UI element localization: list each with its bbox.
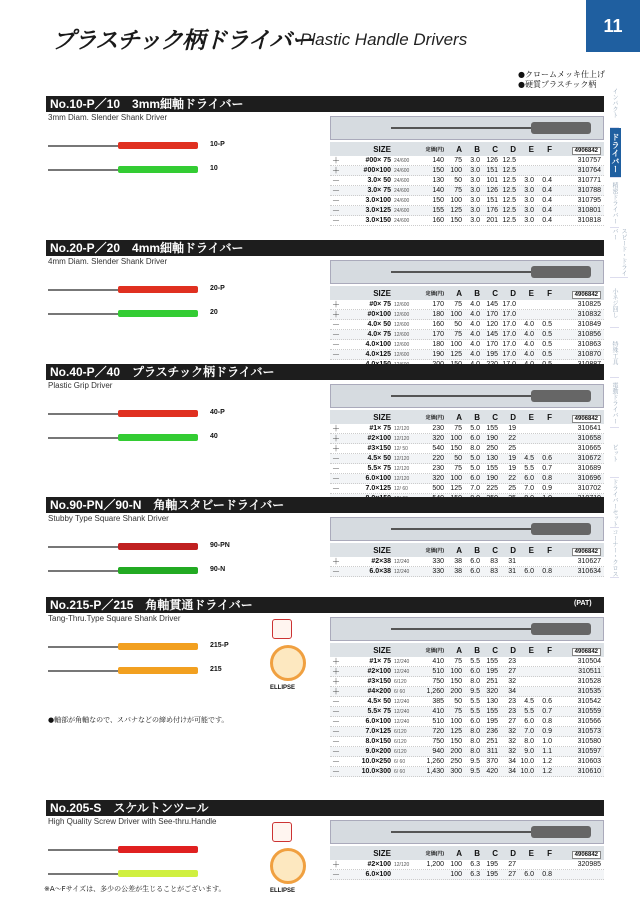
section-header: No.90-PN／90-N 角軸スタビードライバー <box>46 497 604 513</box>
driver-shaft <box>48 289 118 291</box>
footer-note: ※A～Fサイズは、多少の公差が生じることがございます。 <box>44 885 226 893</box>
table-row: － 3.0× 75 24/600 140 75 3.0 126 12.5 3.0 0.4 310788 <box>330 186 604 196</box>
table-row: ＋ #2×100 12/120 1,200 100 6.3 195 27 320985 <box>330 860 604 870</box>
side-tab-bit[interactable]: ビット <box>610 428 619 478</box>
table-row: － 7.0×125 6/120 720 125 8.0 236 32 7.0 0.9 310573 <box>330 727 604 737</box>
table-row: － 6.0×38 12/240 330 38 6.0 83 31 6.0 0.8 310634 <box>330 567 604 577</box>
table-row: ＋ #2×100 12/120 320 100 6.0 190 22 310658 <box>330 434 604 444</box>
driver-shaft <box>48 145 118 147</box>
model-label: 40-P <box>210 409 225 416</box>
table-row: ＋ #00× 75 24/600 140 75 3.0 126 12.5 310757 <box>330 156 604 166</box>
spec-table <box>330 643 604 777</box>
table-row: － 6.0×100 12/120 320 100 6.0 190 22 6.0 0.8 310696 <box>330 474 604 484</box>
driver-handle <box>118 667 198 674</box>
driver-handle <box>118 870 198 877</box>
side-tab-driver[interactable]: ドライバー <box>610 128 621 178</box>
dimension-diagram <box>330 116 604 140</box>
driver-handle <box>118 567 198 574</box>
model-label: 10-P <box>210 141 225 148</box>
table-row: － 9.0×200 6/120 940 200 8.0 311 32 9.0 1.1 310597 <box>330 747 604 757</box>
table-row: － 10.0×300 6/ 60 1,430 300 9.5 420 34 10.0 1.2 310610 <box>330 767 604 777</box>
section-subtitle: Stubby Type Square Shank Driver <box>48 514 169 523</box>
side-tab-set[interactable]: ドライバーセット <box>611 478 618 527</box>
spec-table <box>330 286 604 370</box>
driver-handle <box>118 410 198 417</box>
spec-table <box>330 410 604 504</box>
side-tabs <box>610 78 640 578</box>
dimension-diagram <box>330 260 604 284</box>
driver-handle <box>118 142 198 149</box>
dimension-diagram <box>330 820 604 844</box>
table-row: － 5.5× 75 12/240 410 75 5.5 155 23 5.5 0.7 310559 <box>330 707 604 717</box>
model-label: 215-P <box>210 642 229 649</box>
driver-handle <box>118 166 198 173</box>
tang-thru-icon <box>272 822 292 842</box>
notes <box>518 70 605 90</box>
driver-handle <box>118 643 198 650</box>
driver-handle <box>118 846 198 853</box>
page-number: 11 <box>586 0 640 52</box>
table-row: ＋ #00×100 24/600 150 100 3.0 151 12.5 310764 <box>330 166 604 176</box>
driver-shaft <box>48 169 118 171</box>
table-header: SIZE 定価(円) A B C D E F 4906842 <box>330 543 604 557</box>
driver-shaft <box>48 313 118 315</box>
section-subtitle: 3mm Diam. Slender Shank Driver <box>48 113 168 122</box>
tang-thru-icon <box>272 619 292 639</box>
spec-table <box>330 543 604 577</box>
table-header: SIZE 定価(円) A B C D E F 4906842 <box>330 142 604 156</box>
spec-table <box>330 142 604 226</box>
table-row: ＋ #4×200 6/ 60 1,260 200 9.5 320 34 310535 <box>330 687 604 697</box>
page-title-en: Plastic Handle Drivers <box>300 30 468 49</box>
table-row: ＋ #3×150 6/120 750 150 8.0 251 32 310528 <box>330 677 604 687</box>
table-row: ＋ #0× 75 12/600 170 75 4.0 145 17.0 310825 <box>330 300 604 310</box>
driver-shaft <box>48 873 118 875</box>
table-row: － 6.0×100 100 6.3 195 27 6.0 0.8 <box>330 870 604 880</box>
section-header: No.10-P／10 3mm細軸ドライバー <box>46 96 604 112</box>
driver-shaft <box>48 413 118 415</box>
model-label: 90-N <box>210 566 226 573</box>
driver-shaft <box>48 646 118 648</box>
table-row: － 4.0×100 12/600 180 100 4.0 170 17.0 4.0 0.5 310863 <box>330 340 604 350</box>
table-header: SIZE 定価(円) A B C D E F 4906842 <box>330 410 604 424</box>
table-row: － 4.0× 50 12/600 160 50 4.0 120 17.0 4.0 0.5 310849 <box>330 320 604 330</box>
table-row: － 8.0×150 6/120 750 150 8.0 251 32 8.0 1.0 310580 <box>330 737 604 747</box>
seal-label: ELLIPSE <box>270 888 296 894</box>
table-row: － 10.0×250 6/ 60 1,260 250 9.5 370 34 10.0 1.2 310603 <box>330 757 604 767</box>
driver-handle <box>118 434 198 441</box>
patent-mark: (PAT) <box>574 600 592 607</box>
table-row: ＋ #1× 75 12/240 410 75 5.5 155 23 310504 <box>330 657 604 667</box>
ellipse-seal-icon <box>270 848 306 884</box>
table-row: － 4.0× 75 12/600 170 75 4.0 145 17.0 4.0 0.5 310856 <box>330 330 604 340</box>
table-row: － 6.0×100 12/240 510 100 6.0 195 27 6.0 0.8 310566 <box>330 717 604 727</box>
driver-shaft <box>48 546 118 548</box>
model-label: 20 <box>210 309 218 316</box>
driver-shaft <box>48 437 118 439</box>
side-tab-speed[interactable]: スピード・ドライバー <box>611 228 627 276</box>
note-plastic: ●硬質プラスチック柄 <box>518 80 597 89</box>
section-header: No.205-S スケルトンツール <box>46 800 604 816</box>
side-tab-impact[interactable]: インパクト <box>610 78 619 128</box>
table-row: － 5.5× 75 12/120 230 75 5.0 155 19 5.5 0.7 310689 <box>330 464 604 474</box>
model-label: 215 <box>210 666 222 673</box>
model-label: 10 <box>210 165 218 172</box>
driver-shaft <box>48 849 118 851</box>
table-header: SIZE 定価(円) A B C D E F 4906842 <box>330 643 604 657</box>
table-row: － 7.0×125 12/ 60 500 125 7.0 225 25 7.0 0.9 310702 <box>330 484 604 494</box>
side-tab-special[interactable]: 特殊工具 <box>610 328 619 378</box>
table-header: SIZE 定価(円) A B C D E F 4906842 <box>330 846 604 860</box>
dimension-diagram <box>330 384 604 408</box>
ellipse-seal-icon <box>270 645 306 681</box>
note-chrome: ●クロームメッキ仕上げ <box>518 70 605 79</box>
driver-handle <box>118 543 198 550</box>
section-header: No.40-P／40 プラスチック柄ドライバー <box>46 364 604 380</box>
table-row: － 4.5× 50 12/240 385 50 5.5 130 23 4.5 0.6 310542 <box>330 697 604 707</box>
side-tab-electric[interactable]: 電動ドライバー <box>610 378 619 428</box>
table-row: ＋ #2×38 12/240 330 38 6.0 83 31 310627 <box>330 557 604 567</box>
table-row: － 3.0×150 24/600 160 150 3.0 201 12.5 3.0 0.4 310818 <box>330 216 604 226</box>
driver-handle <box>118 310 198 317</box>
driver-handle <box>118 286 198 293</box>
section-subtitle: Plastic Grip Driver <box>48 381 113 390</box>
dimension-diagram <box>330 517 604 541</box>
driver-shaft <box>48 570 118 572</box>
side-tab-corner[interactable]: コーナー・クロス <box>611 528 618 577</box>
table-row: ＋ #1× 75 12/120 230 75 5.0 155 19 310641 <box>330 424 604 434</box>
table-header: SIZE 定価(円) A B C D E F 4906842 <box>330 286 604 300</box>
table-row: － 3.0×125 24/600 155 125 3.0 176 12.5 3.0 0.4 310801 <box>330 206 604 216</box>
driver-shaft <box>48 670 118 672</box>
model-label: 40 <box>210 433 218 440</box>
section-header: No.215-P／215 角軸貫通ドライバー <box>46 597 604 613</box>
side-tab-small[interactable]: 小ネジ回し <box>610 278 619 328</box>
table-row: ＋ #2×100 12/240 510 100 6.0 195 27 310511 <box>330 667 604 677</box>
spec-table <box>330 846 604 880</box>
page-title: プラスチック柄ドライバー <box>52 28 314 54</box>
section-subtitle: 4mm Diam. Slender Shank Driver <box>48 257 168 266</box>
dimension-diagram <box>330 617 604 641</box>
model-label: 20-P <box>210 285 225 292</box>
table-row: － 4.0×125 12/600 190 125 4.0 195 17.0 4.0 0.5 310870 <box>330 350 604 360</box>
table-row: － 3.0×100 24/600 150 100 3.0 151 12.5 3.0 0.4 310795 <box>330 196 604 206</box>
side-tab-precision[interactable]: 精密ドライバー <box>610 178 619 228</box>
model-label: 90-PN <box>210 542 230 549</box>
table-row: ＋ #3×150 12/ 50 540 150 8.0 250 25 310665 <box>330 444 604 454</box>
table-row: ＋ #0×100 12/600 180 100 4.0 170 17.0 310832 <box>330 310 604 320</box>
section-note: ●軸部が角軸なので、スパナなどの締め付けが可能です。 <box>48 716 229 724</box>
table-row: － 4.5× 50 12/120 220 50 5.0 130 19 4.5 0.6 310672 <box>330 454 604 464</box>
seal-label: ELLIPSE <box>270 685 296 691</box>
section-subtitle: Tang-Thru.Type Square Shank Driver <box>48 614 181 623</box>
section-subtitle: High Quality Screw Driver with See-thru.Handle <box>48 817 217 826</box>
table-row: － 3.0× 50 24/600 130 50 3.0 101 12.5 3.0 0.4 310771 <box>330 176 604 186</box>
section-header: No.20-P／20 4mm細軸ドライバー <box>46 240 604 256</box>
